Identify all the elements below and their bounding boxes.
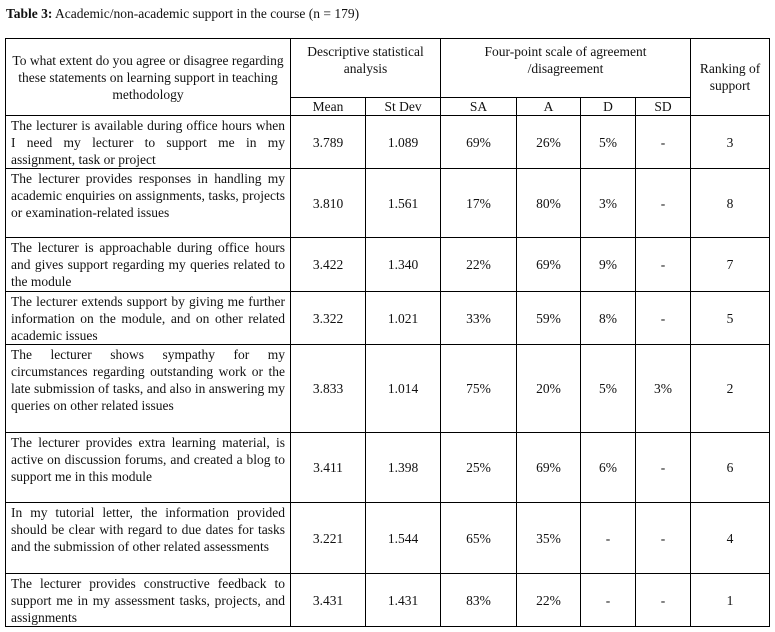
table-row [6,292,770,345]
cell-a: 22% [517,574,581,627]
cell-mean: 3.322 [291,292,366,345]
header-statement: To what extent do you agree or disagree regarding these statements on learning support in teaching methodology [6,39,291,116]
cell-d: 5% [581,116,636,169]
cell-statement: The lecturer extends support by giving me further information on the module, and on other related academic issues [6,292,291,345]
cell-mean: 3.810 [291,169,366,238]
cell-a: 59% [517,292,581,345]
cell-sa: 83% [441,574,517,627]
header-scale: Four-point scale of agreement /disagreement [441,39,691,98]
cell-mean: 3.431 [291,574,366,627]
cell-mean: 3.422 [291,238,366,292]
cell-d: 8% [581,292,636,345]
cell-sa: 33% [441,292,517,345]
cell-mean: 3.221 [291,503,366,574]
cell-rank: 3 [691,116,770,169]
cell-sd: - [636,169,691,238]
header-d: D [581,98,636,116]
cell-rank: 4 [691,503,770,574]
cell-statement: The lecturer shows sympathy for my circumstances regarding outstanding work or the late submission of tasks, and also in answering my queries on other related issues [6,345,291,433]
cell-a: 69% [517,433,581,503]
cell-d: 3% [581,169,636,238]
cell-rank: 6 [691,433,770,503]
table-row [6,169,770,238]
cell-a: 20% [517,345,581,433]
cell-stdev: 1.561 [366,169,441,238]
cell-sa: 17% [441,169,517,238]
cell-stdev: 1.398 [366,433,441,503]
cell-mean: 3.411 [291,433,366,503]
cell-stdev: 1.340 [366,238,441,292]
cell-sd: - [636,574,691,627]
cell-statement: In my tutorial letter, the information provided should be clear with regard to due dates for tasks and the submission of other related assessments [6,503,291,574]
cell-mean: 3.789 [291,116,366,169]
header-sa: SA [441,98,517,116]
table-row [6,574,770,627]
support-table [5,38,770,627]
cell-sa: 75% [441,345,517,433]
cell-sd: - [636,116,691,169]
cell-mean: 3.833 [291,345,366,433]
table-caption-text: Academic/non-academic support in the course (n = 179) [52,6,360,21]
header-sd: SD [636,98,691,116]
cell-stdev: 1.014 [366,345,441,433]
header-a: A [517,98,581,116]
header-ranking: Ranking of support [691,39,770,116]
cell-d: 6% [581,433,636,503]
cell-sa: 69% [441,116,517,169]
table-label: Table 3: [6,6,53,21]
cell-rank: 7 [691,238,770,292]
cell-sd: - [636,238,691,292]
cell-sd: 3% [636,345,691,433]
cell-rank: 1 [691,574,770,627]
table-row [6,503,770,574]
cell-rank: 8 [691,169,770,238]
table-row [6,116,770,169]
cell-stdev: 1.431 [366,574,441,627]
header-descriptive: Descriptive statistical analysis [291,39,441,98]
cell-d: - [581,503,636,574]
cell-sd: - [636,433,691,503]
table-caption [6,6,359,22]
table-row [6,345,770,433]
cell-d: 9% [581,238,636,292]
table-row [6,433,770,503]
cell-statement: The lecturer provides extra learning material, is active on discussion forums, and created a blog to support me in this module [6,433,291,503]
cell-rank: 5 [691,292,770,345]
cell-a: 35% [517,503,581,574]
cell-a: 80% [517,169,581,238]
cell-sa: 65% [441,503,517,574]
header-mean: Mean [291,98,366,116]
cell-sd: - [636,503,691,574]
cell-sd: - [636,292,691,345]
cell-a: 69% [517,238,581,292]
cell-stdev: 1.544 [366,503,441,574]
cell-sa: 25% [441,433,517,503]
cell-statement: The lecturer is available during office hours when I need my lecturer to support me in my assignment, task or project [6,116,291,169]
cell-statement: The lecturer provides responses in handling my academic enquiries on assignments, tasks, projects or examination-related issues [6,169,291,238]
table-row [6,238,770,292]
cell-sa: 22% [441,238,517,292]
header-stdev: St Dev [366,98,441,116]
cell-a: 26% [517,116,581,169]
cell-stdev: 1.089 [366,116,441,169]
cell-d: - [581,574,636,627]
cell-statement: The lecturer provides constructive feedback to support me in my assessment tasks, projects, and assignments [6,574,291,627]
cell-stdev: 1.021 [366,292,441,345]
cell-statement: The lecturer is approachable during office hours and gives support regarding my queries related to the module [6,238,291,292]
cell-d: 5% [581,345,636,433]
cell-rank: 2 [691,345,770,433]
